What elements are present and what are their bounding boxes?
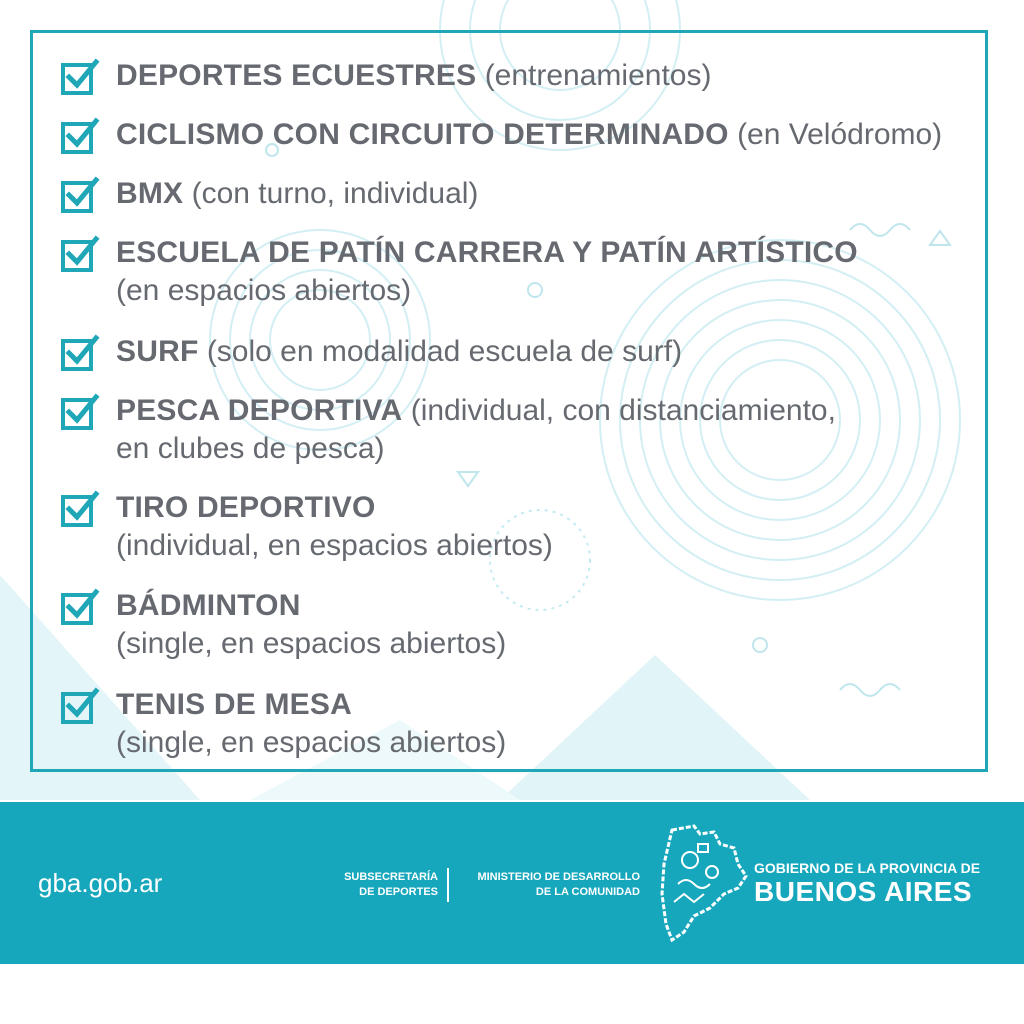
- item-title: TIRO DEPORTIVO: [116, 491, 376, 524]
- buenos-aires-map-logo: [654, 824, 750, 944]
- checkbox-checked-icon: [60, 116, 100, 156]
- item-title: PESCA DEPORTIVA: [116, 394, 403, 427]
- gobierno-label: GOBIERNO DE LA PROVINCIA DE: [754, 860, 981, 876]
- checkbox-checked-icon: [60, 686, 100, 726]
- item-detail: (single, en espacios abiertos): [116, 726, 507, 759]
- ministerio-line2: DE LA COMUNIDAD: [535, 886, 640, 898]
- item-detail-line2: en clubes de pesca): [116, 432, 385, 465]
- list-item: [60, 234, 858, 310]
- item-detail: (en Velódromo): [737, 118, 943, 151]
- item-title: DEPORTES ECUESTRES: [116, 59, 477, 92]
- list-item: [60, 489, 553, 565]
- checkbox-checked-icon: [60, 392, 100, 432]
- checkbox-checked-icon: [60, 489, 100, 529]
- checkbox-checked-icon: [60, 57, 100, 97]
- subsecretaria-line2: DE DEPORTES: [359, 886, 438, 898]
- checkbox-checked-icon: [60, 587, 100, 627]
- item-title: ESCUELA DE PATÍN CARRERA Y PATÍN ARTÍSTICO: [116, 236, 858, 269]
- ministerio-label: [456, 870, 640, 900]
- item-title: CICLISMO CON CIRCUITO DETERMINADO: [116, 118, 729, 151]
- footer-bar: [0, 802, 1024, 964]
- item-title: BMX: [116, 177, 184, 210]
- item-detail: (individual, en espacios abiertos): [116, 529, 553, 562]
- website-link[interactable]: gba.gob.ar: [38, 868, 163, 898]
- checkbox-checked-icon: [60, 234, 100, 274]
- list-item: [60, 57, 711, 97]
- divider: [447, 868, 449, 902]
- item-detail: (en espacios abiertos): [116, 274, 412, 307]
- item-detail: (con turno, individual): [191, 177, 479, 210]
- list-item: [60, 392, 836, 468]
- list-item: [60, 333, 682, 373]
- item-title: SURF: [116, 335, 199, 368]
- checkbox-checked-icon: [60, 333, 100, 373]
- subsecretaria-label: [300, 870, 438, 900]
- list-item: [60, 587, 506, 663]
- provincia-label: BUENOS AIRES: [754, 876, 973, 907]
- list-item: [60, 116, 942, 156]
- checkbox-checked-icon: [60, 175, 100, 215]
- list-item: [60, 686, 506, 762]
- item-detail: (individual, con distanciamiento,: [410, 394, 836, 427]
- item-title: TENIS DE MESA: [116, 688, 352, 721]
- ministerio-line1: MINISTERIO DE DESARROLLO: [477, 871, 640, 883]
- item-detail: (solo en modalidad escuela de surf): [206, 335, 683, 368]
- item-detail: (single, en espacios abiertos): [116, 627, 507, 660]
- item-title: BÁDMINTON: [116, 589, 301, 622]
- subsecretaria-line1: SUBSECRETARÍA: [344, 871, 438, 883]
- item-detail: (entrenamientos): [484, 59, 712, 92]
- list-item: [60, 175, 478, 215]
